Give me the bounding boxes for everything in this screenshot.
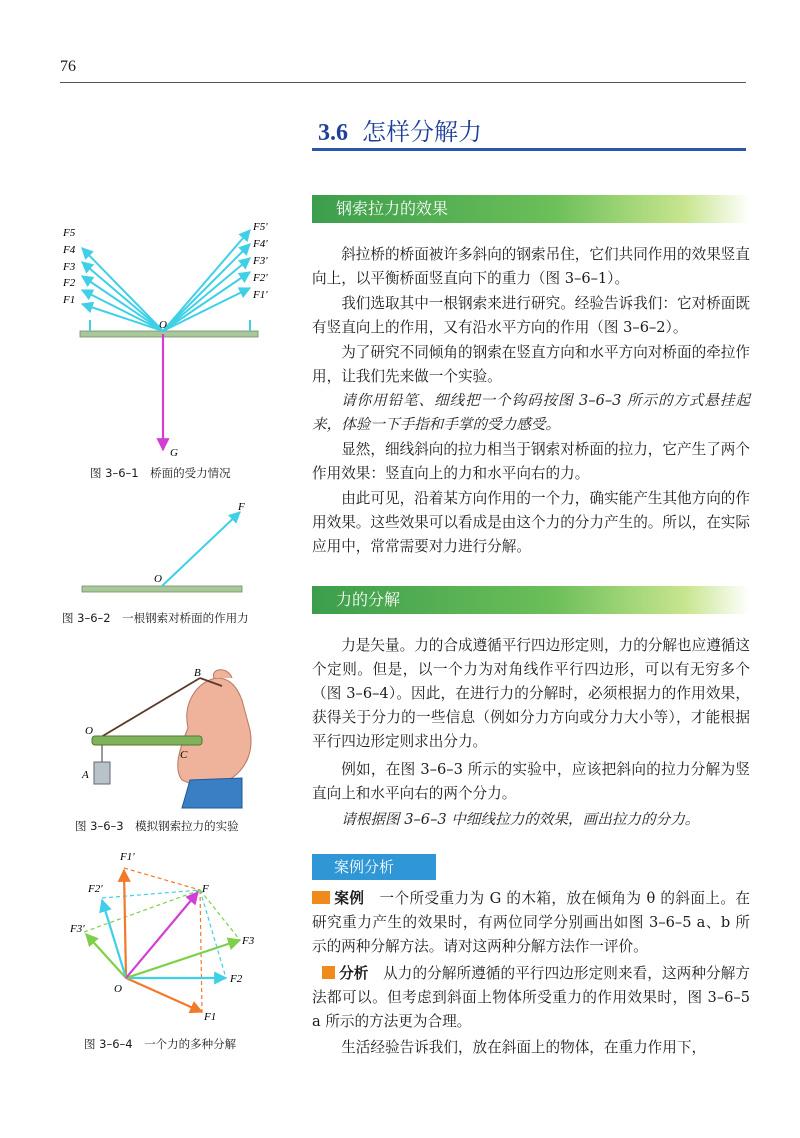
figure-3-6-2 — [82, 498, 252, 598]
label-f1: F1 — [63, 294, 76, 306]
analysis-label: 分析 — [339, 965, 369, 982]
section-title-text: 怎样分解力 — [362, 118, 482, 146]
case-tag-icon — [312, 891, 330, 904]
paragraph-6: 由此可见，沿着某方向作用的一个力，确实能产生其他方向的作用效果。这些效果可以看成是由这个力的分力产生的。所以，在实际应用中，常常需要对力进行分解。 — [312, 490, 750, 555]
label-c: C — [180, 749, 188, 761]
figure-3-6-4 — [70, 848, 270, 1028]
caption-fig-2: 图 3–6–2 一根钢索对桥面的作用力 — [62, 611, 249, 625]
title-rule — [312, 148, 746, 151]
label-f2-prime: F2' — [253, 272, 268, 284]
label-f5: F5 — [63, 227, 76, 239]
band-decomposition: 力的分解 — [312, 586, 750, 614]
caption-fig-1: 图 3–6–1 桥面的受力情况 — [90, 466, 231, 480]
label-g: G — [170, 447, 178, 459]
section-number: 3.6 — [318, 120, 348, 146]
analysis-paragraph — [312, 962, 750, 1034]
label-f3: F3 — [63, 261, 76, 273]
label-f3-4: F3 — [242, 935, 255, 947]
paragraph-7: 力是矢量。力的合成遵循平行四边形定则，力的分解也应遵循这个定则。但是，以一个力为对角线作平行四边形，可以有无穷多个（图 3–6–4）。因此，在进行力的分解时，必须根据力的作用效果，获得关于分力的一些信息（例如分力方向或分力大小等），才能根据平行四边形定则求出分力。 — [312, 637, 750, 750]
figure-3-6-1 — [60, 220, 300, 480]
label-f4: F4 — [63, 244, 76, 256]
case-paragraph — [312, 887, 750, 959]
paragraph-5: 显然，细线斜向的拉力相当于钢索对桥面的拉力，它产生了两个作用效果：竖直向上的力和水平向右的力。 — [312, 441, 750, 482]
band-effect: 钢索拉力的效果 — [312, 195, 750, 223]
paragraph-9: 请根据图 3–6–3 中细线拉力的效果，画出拉力的分力。 — [341, 811, 700, 828]
caption-fig-4: 图 3–6–4 一个力的多种分解 — [84, 1037, 237, 1051]
page-number: 76 — [60, 58, 76, 75]
label-f5-prime: F5' — [253, 221, 268, 233]
label-f: F — [238, 501, 245, 513]
label-o-3: O — [85, 725, 93, 737]
header-rule — [60, 82, 746, 83]
label-b: B — [194, 667, 201, 679]
label-a: A — [82, 769, 89, 781]
label-f2-4: F2 — [230, 973, 243, 985]
analysis-text: 从力的分解所遵循的平行四边形定则来看，这两种分解方法都可以。但考虑到斜面上物体所受重力的作用效果时，图 3–6–5 a 所示的方法更为合理。 — [312, 965, 750, 1030]
label-o: O — [159, 319, 167, 331]
paragraph-3: 为了研究不同倾角的钢索在竖直方向和水平方向对桥面的牵拉作用，让我们先来做一个实验。 — [312, 344, 750, 385]
label-f1-prime: F1' — [253, 289, 268, 301]
paragraph-2: 我们选取其中一根钢索来进行研究。经验告诉我们：它对桥面既有竖直向上的作用，又有沿水平方向的作用（图 3–6–2）。 — [312, 295, 750, 336]
figure-3-6-3 — [82, 660, 262, 810]
caption-fig-3: 图 3–6–3 模拟钢索拉力的实验 — [75, 819, 239, 833]
label-f4-prime: F4' — [253, 238, 268, 250]
paragraph-1: 斜拉桥的桥面被许多斜向的钢索吊住，它们共同作用的效果竖直向上，以平衡桥面竖直向下的重力（图 3–6–1）。 — [312, 246, 750, 287]
label-f1-prime-4: F1' — [120, 851, 135, 863]
label-f-4: F — [202, 883, 209, 895]
label-f2-prime-4: F2' — [88, 883, 103, 895]
label-f1-4: F1 — [204, 1011, 217, 1023]
paragraph-8: 例如，在图 3–6–3 所示的实验中，应该把斜向的拉力分解为竖直向上和水平向右的两个分力。 — [312, 761, 750, 802]
section-title — [318, 112, 482, 147]
label-f3-prime: F3' — [253, 255, 268, 267]
paragraph-10: 生活经验告诉我们，放在斜面上的物体，在重力作用下， — [341, 1039, 707, 1056]
paragraph-4: 请你用铅笔、细线把一个钩码按图 3–6–3 所示的方式悬挂起来，体验一下手指和手掌的受力感受。 — [312, 392, 750, 433]
band-case: 案例分析 — [312, 854, 436, 880]
analysis-tag-icon — [322, 966, 335, 979]
label-o-4: O — [114, 983, 122, 995]
case-text: 一个所受重力为 G 的木箱，放在倾角为 θ 的斜面上。在研究重力产生的效果时，有两位同学分别画出如图 3–6–5 a、b 所示的两种分解方法。请对这两种分解方法作一评价。 — [312, 890, 750, 955]
label-f2: F2 — [63, 277, 76, 289]
case-label: 案例 — [334, 890, 365, 907]
label-f3-prime-4: F3' — [70, 923, 85, 935]
label-o-2: O — [154, 573, 162, 585]
